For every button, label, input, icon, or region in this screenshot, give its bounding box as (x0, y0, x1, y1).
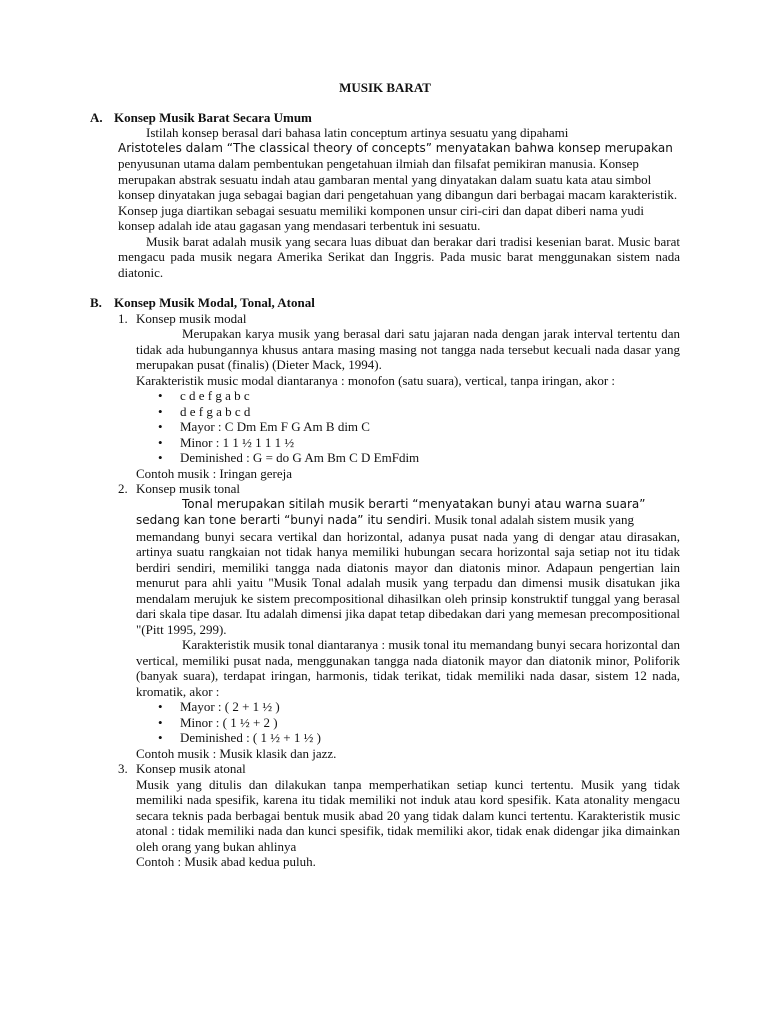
section-b-heading (90, 295, 680, 311)
item-modal-body (136, 326, 680, 481)
item-title: Konsep musik modal (136, 310, 247, 326)
tonal-definition-line1: Tonal merupakan sitilah musik berarti “menyatakan bunyi atau warna suara” (182, 496, 646, 511)
tonal-definition-line2 (136, 512, 680, 529)
tonal-example: Contoh musik : Musik klasik dan jazz. (136, 745, 337, 761)
list-item: • Mayor : ( 2 + 1 ½ ) (180, 699, 680, 715)
item-title: Konsep musik tonal (136, 481, 240, 496)
section-a-letter: A. (90, 109, 103, 125)
list-item: • d e f g a b c d (180, 404, 680, 420)
item-number: 1. (118, 310, 128, 326)
tonal-characteristics: Karakteristik musik tonal diantaranya : musik tonal itu memandang bunyi secara horizontal dan vertical, memiliki pusat nada, menggunakan tangga nada diatonik mayor dan diatonik minor, Poliforik (banyak suara), terdapat iringan, harmonis, tidak terikat, tidak memiliki nada dasar, sistem 12 nada, kromatik, akor : (136, 637, 680, 699)
item-title: Konsep musik atonal (136, 761, 246, 776)
atonal-example: Contoh : Musik abad kedua puluh. (136, 854, 316, 869)
section-b-title: Konsep Musik Modal, Tonal, Atonal (114, 295, 315, 310)
tonal-chord-list (136, 699, 680, 746)
section-a-title: Konsep Musik Barat Secara Umum (114, 109, 312, 125)
modal-chord-list (136, 388, 680, 466)
section-a-heading (90, 110, 680, 126)
item-modal-heading (90, 311, 680, 327)
list-item: • Deminished : G = do G Am Bm C D EmFdim (180, 450, 680, 466)
item-tonal-body (136, 497, 680, 762)
section-a-p2: Musik barat adalah musik yang secara luas dibuat dan berakar dari tradisi kesenian barat. Music barat mengacu pada musik negara Amerika Serikat dan Inggris. Pada music barat menggunakan sistem nada diatonic. (118, 233, 680, 280)
list-item: • c d e f g a b c (180, 388, 680, 404)
item-number: 2. (118, 481, 128, 496)
list-item: • Minor : 1 1 ½ 1 1 1 ½ (180, 435, 680, 451)
tonal-definition-rest: memandang bunyi secara vertikal dan horizontal, adanya pusat nada yang di dengar atau dirasakan, artinya suatu rangkaian not tidak hanya memiliki hubungan secara horizontal saja setiap not itu tidak berdiri sendiri, memiliki tangga nada diatonis mayor dan diatonis minor. Adapaun pengertian lain menurut para ahli yaitu "Musik Tonal adalah musik yang terpadu dan dimensi musik disatukan jika mendalam merujuk ke sistem precompositional dihasilkan oleh prinsip konstruktif tunggal yang berasal dari skala tipe dasar. Itu adalah dimensi jika dapat tetap dibedakan dari yang memesan precompositional "(Pitt 1995, 299). (136, 528, 680, 637)
section-a-p1-line2: Aristoteles dalam “The classical theory of concepts” menyatakan bahwa konsep merupakan (118, 140, 673, 155)
modal-characteristics: Karakteristik music modal diantaranya : monofon (satu suara), vertical, tanpa iringan, akor : (136, 372, 616, 388)
list-item: • Deminished : ( 1 ½ + 1 ½ ) (180, 730, 680, 746)
modal-example: Contoh musik : Iringan gereja (136, 465, 292, 481)
tonal-definition-line2a: sedang kan tone berarti “bunyi nada” itu sendiri. (136, 513, 432, 527)
section-a-p1-line1: Istilah konsep berasal dari bahasa latin conceptum artinya sesuatu yang dipahami (146, 125, 569, 140)
section-b-letter: B. (90, 295, 102, 310)
item-atonal-body (136, 777, 680, 870)
item-tonal-heading (90, 481, 680, 497)
section-a-p1-rest: penyusunan utama dalam pembentukan pengetahuan ilmiah dan filsafat pemikiran manusia. Konsep merupakan abstrak sesuatu indah atau gambaran mental yang dinyatakan dalam suatu kata atau simbol konsep dinyatakan juga sebagai bagian dari pengetahuan yang dibangun dari berbagai macam karakteristik. Konsep juga diartikan sebagai sesuatu memiliki komponen unsur ciri-ciri dan dapat diberi nama yudi konsep adalah ide atau gagasan yang mendasari terbentuk ini sesuatu. (118, 156, 678, 233)
item-atonal-heading (90, 761, 680, 777)
document-title: MUSIK BARAT (339, 80, 431, 95)
list-item: • Minor : ( 1 ½ + 2 ) (180, 715, 680, 731)
tonal-definition-line2b: Musik tonal adalah sistem musik yang (431, 512, 634, 527)
modal-definition: Merupakan karya musik yang berasal dari satu jajaran nada dengan jarak interval tertentu dan tidak ada hubungannya khusus antara masing masing not tangga nada tersebut kecuali nada dasar yang merupakan pusat (finalis) (Dieter Mack, 1994). (136, 326, 680, 372)
list-item: • Mayor : C Dm Em F G Am B dim C (180, 419, 680, 435)
item-number: 3. (118, 761, 128, 776)
atonal-definition: Musik yang ditulis dan dilakukan tanpa memperhatikan setiap kunci tertentu. Musik yang tidak memiliki nada spesifik, karena itu tidak memiliki not induk atau kord spesifik. Kata atonality mengacu secara teknis pada berbagai bentuk musik abad 20 yang tidak dalam kunci tertentu. Karakteristik music atonal : tidak memiliki nada dan kunci spesifik, tidak memiliki akor, tidak enak didengar jika dimainkan oleh orang yang bukan ahlinya (136, 776, 680, 854)
